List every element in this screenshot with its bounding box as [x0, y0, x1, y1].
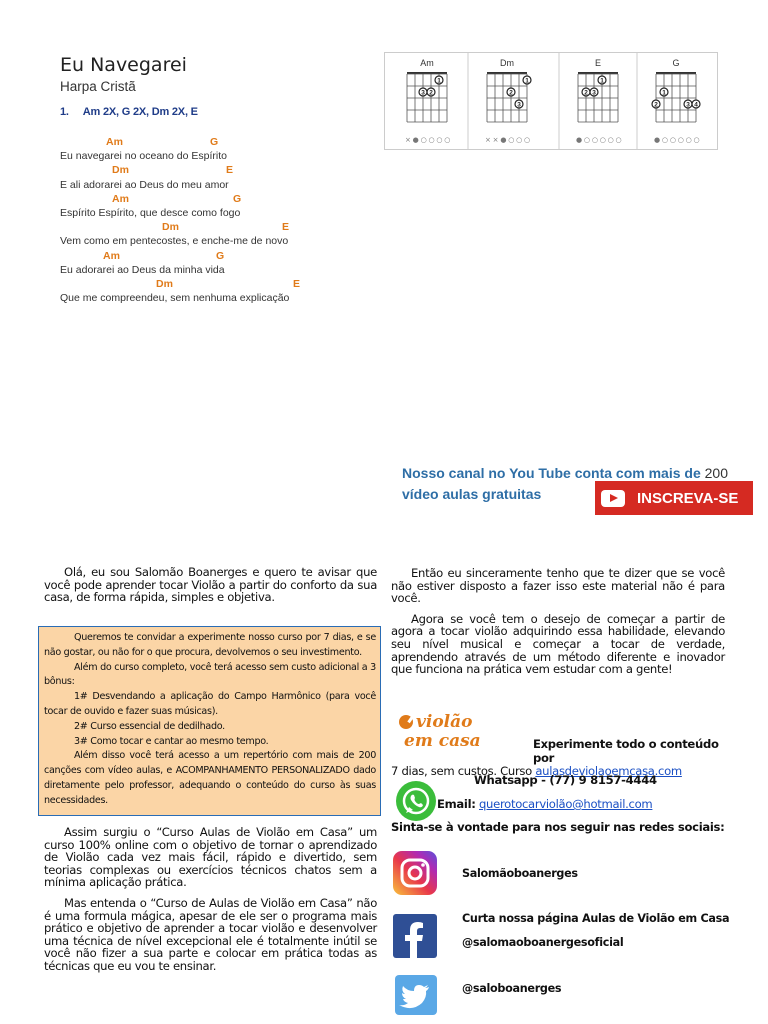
- offer-line: Além do curso completo, você terá acesso sem custo adicional a 3 bônus:: [44, 661, 376, 688]
- facebook-icon[interactable]: [393, 914, 437, 958]
- experiment-bold: Experimente todo o conteúdo por: [533, 737, 719, 765]
- chord-label: G: [210, 136, 219, 148]
- site-link[interactable]: aulasdeviolaoemcasa.com: [535, 764, 682, 778]
- svg-text:3: 3: [517, 101, 521, 109]
- chord-label: Dm: [156, 277, 173, 290]
- chord-label: Am: [106, 136, 123, 148]
- lyric-line: Eu navegarei no oceano do Espírito: [60, 150, 227, 163]
- offer-line: Além disso você terá acesso a um repertório com mais de 200 canções com vídeo aulas, e ACOMPANHAMENTO PERSONALIZADO dado diretamente pelo professor, adequando o conteúdo do curso às suas necessidades.: [44, 750, 376, 806]
- email-label: Email:: [437, 797, 476, 811]
- string-markers: ×●○○○○: [405, 136, 453, 144]
- twitter-handle: @saloboanerges: [462, 982, 562, 995]
- svg-text:2: 2: [654, 101, 658, 109]
- chord-line: [60, 192, 380, 206]
- follow-text: Sinta-se à vontade para nos seguir nas redes sociais:: [391, 820, 725, 834]
- chord-diagrams-svg: [385, 53, 717, 149]
- chord-label: Am: [112, 192, 129, 205]
- offer-line: Queremos te convidar a experimente nosso curso por 7 dias, e se não gostar, ou não for o que procura, devolvemos o seu investimento.: [44, 632, 376, 658]
- song-title: Eu Navegarei: [60, 54, 187, 76]
- right-paragraphs: [391, 567, 725, 684]
- email-link[interactable]: querotocarviolão@hotmail.com: [479, 797, 653, 811]
- progression-text: Am 2X, G 2X, Dm 2X, E: [82, 106, 198, 118]
- whatsapp-icon[interactable]: [396, 781, 436, 821]
- offer-line: 2# Curso essencial de dedilhado.: [74, 720, 225, 732]
- chord-diagram-name: E: [594, 58, 602, 68]
- svg-text:3: 3: [421, 89, 425, 97]
- svg-text:3: 3: [686, 101, 690, 109]
- youtube-text-b: vídeo aulas gratuitas: [402, 486, 542, 502]
- svg-text:2: 2: [584, 89, 588, 97]
- lyric-line: Espírito Espírito, que desce como fogo: [60, 206, 241, 219]
- twitter-icon[interactable]: [395, 975, 437, 1015]
- chord-label: Am: [103, 249, 120, 262]
- lyric-line: E ali adorarei ao Deus do meu amor: [60, 178, 229, 191]
- string-markers: ●○○○○○: [576, 136, 624, 144]
- svg-text:1: 1: [662, 89, 666, 97]
- offer-line: 1# Desvendando a aplicação do Campo Harmônico (para você tocar de ouvido e fazer suas músicas).: [44, 691, 376, 717]
- svg-text:1: 1: [437, 77, 441, 85]
- youtube-play-icon: [601, 490, 625, 507]
- instagram-icon[interactable]: [393, 851, 437, 895]
- chord-label: E: [293, 277, 301, 290]
- facebook-handle: @salomaoboanergesoficial: [462, 936, 624, 949]
- paragraph-invite: Agora se você tem o desejo de começar a partir de agora a tocar violão adquirindo essa habilidade, elevando seu nível musical e começar a tocar de verdade, aprendendo através de um método diferente e inovador que funciona na prática vem estudar com a gente!: [391, 611, 725, 677]
- youtube-text-a: Nosso canal no You Tube conta com mais de: [402, 465, 701, 481]
- svg-text:2: 2: [429, 89, 433, 97]
- chord-line: [60, 277, 380, 291]
- facebook-page-text: Curta nossa página Aulas de Violão em Casa: [462, 912, 730, 925]
- chord-line: [60, 163, 380, 177]
- string-markers: ●○○○○○: [654, 136, 702, 144]
- intro-paragraph: [44, 566, 377, 612]
- svg-text:1: 1: [525, 77, 529, 85]
- offer-line: 3# Como tocar e cantar ao mesmo tempo.: [74, 735, 269, 747]
- paragraph-disclaimer: Mas entenda o “Curso de Aulas de Violão em Casa” não é uma formula mágica, apesar de ele ser o programa mais prático e objetivo de aprender a tocar violão e desenvolver uma técnica de nível excepcional ele é totalmente inútil se você não fizer a sua parte e colocar em prática todas as técnicas que eu vou te ensinar.: [44, 895, 377, 973]
- chord-label: Dm: [112, 164, 129, 177]
- paragraph-warning: Então eu sinceramente tenho que te dizer que se você não estiver disposto a fazer isso este material não é para você.: [391, 566, 725, 606]
- chord-diagram-am: [405, 58, 452, 144]
- chord-label: G: [216, 249, 225, 262]
- chord-diagrams: [384, 52, 718, 150]
- chord-line: [60, 249, 380, 263]
- svg-text:3: 3: [592, 89, 596, 97]
- left-paragraphs: [44, 826, 377, 981]
- chord-diagram-name: G: [672, 58, 680, 68]
- progression-number: 1.: [60, 106, 69, 118]
- lyric-line: Que me compreendeu, sem nenhuma explicação: [60, 292, 290, 305]
- chord-diagram-g: [637, 53, 701, 149]
- chord-label: G: [233, 192, 242, 205]
- chord-diagram-dm: [468, 53, 532, 149]
- chord-label: Dm: [162, 221, 179, 234]
- lyric-line: Vem como em pentecostes, e enche-me de novo: [60, 235, 289, 248]
- paragraph-intro: Olá, eu sou Salomão Boanerges e quero te avisar que você pode aprender tocar Violão a partir do conforto da sua casa, de forma rápida, simples e objetiva.: [44, 565, 377, 605]
- paragraph-course: Assim surgiu o “Curso Aulas de Violão em Casa” um curso 100% online com o objetivo de tornar o aprendizado de Violão cada vez mais fácil, rápido e divertido, sem teorias complexas ou exercícios técnicos chatos sem a mínima aplicação prática.: [44, 825, 377, 890]
- logo-text-2: em casa: [404, 731, 481, 748]
- email-line: [437, 797, 652, 811]
- svg-text:4: 4: [694, 101, 698, 109]
- subscribe-button[interactable]: [595, 481, 753, 515]
- logo-text-1: violão: [416, 712, 473, 732]
- lyrics-block: [60, 135, 380, 305]
- chord-diagram-name: Am: [420, 58, 434, 68]
- whatsapp-number: Whatsapp - (77) 9 8157-4444: [474, 773, 657, 787]
- svg-text:2: 2: [509, 89, 513, 97]
- chord-line: [60, 220, 380, 234]
- lyric-line: Eu adorarei ao Deus da minha vida: [60, 263, 225, 276]
- experiment-rest: 7 dias, sem custos. Curso: [391, 764, 532, 778]
- offer-box: [38, 626, 381, 816]
- string-markers: ××●○○○: [485, 136, 532, 144]
- youtube-count: 200: [704, 465, 728, 481]
- subscribe-label: INSCREVA-SE: [637, 489, 739, 507]
- chord-label: E: [226, 164, 234, 177]
- chord-progression: [60, 106, 198, 118]
- song-subtitle: Harpa Cristã: [60, 79, 136, 94]
- instagram-handle: Salomãoboanerges: [462, 867, 578, 880]
- chord-diagram-e: [559, 53, 623, 149]
- svg-text:1: 1: [600, 77, 604, 85]
- chord-label: E: [282, 221, 290, 234]
- chord-diagram-name: Dm: [500, 58, 514, 68]
- chord-line: [60, 135, 380, 149]
